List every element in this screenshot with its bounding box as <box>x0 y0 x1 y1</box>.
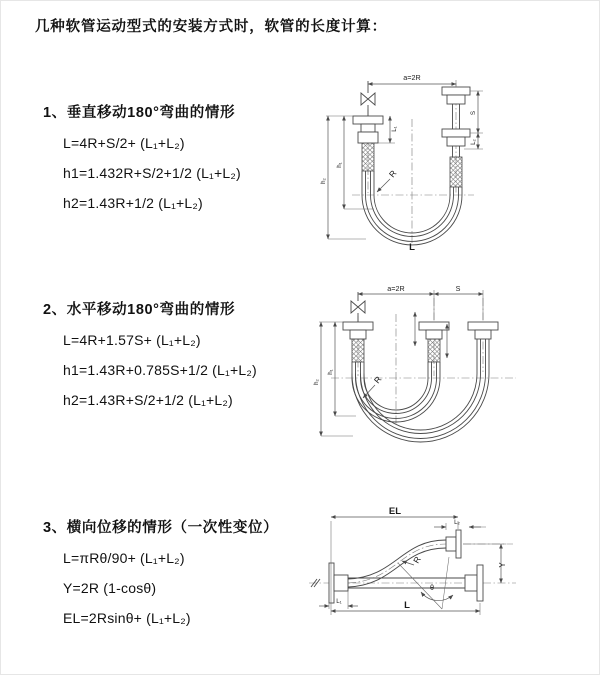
section-1-heading: 1、垂直移动180°弯曲的情形 <box>43 105 236 121</box>
section-1-formulas <box>63 128 241 218</box>
section-2-formulas <box>63 325 257 415</box>
formula-line: L=4R+S/2+ (L₁+L₂) <box>63 135 185 151</box>
left-flange-fitting <box>329 563 348 603</box>
dim-a-2r <box>368 73 456 86</box>
flange-fittings <box>343 322 498 339</box>
formula-line: h2=1.43R+1/2 (L₁+L₂) <box>63 195 203 211</box>
dim-h2 <box>313 322 353 436</box>
formula-line: h1=1.432R+S/2+1/2 (L₁+L₂) <box>63 165 241 181</box>
hose-s-curve <box>348 540 446 587</box>
dim-label-s: S <box>455 284 461 293</box>
dim-label-y: Y <box>498 562 507 568</box>
dim-label-l2: L₂ <box>454 519 460 526</box>
section-3-heading: 3、横向位移的情形（一次性变位） <box>43 520 279 536</box>
dim-s <box>470 91 483 133</box>
valve-icon <box>361 81 375 116</box>
formula-line: h1=1.43R+0.785S+1/2 (L₁+L₂) <box>63 362 257 378</box>
formula-line: h2=1.43R+S/2+1/2 (L₁+L₂) <box>63 392 233 408</box>
dim-s <box>434 284 483 294</box>
formula-line: Y=2R (1-cosθ) <box>63 580 157 596</box>
radius-label <box>377 168 398 192</box>
page-title: 几种软管运动型式的安装方式时，软管的长度计算： <box>35 19 387 35</box>
formula-line: EL=2Rsinθ+ (L₁+L₂) <box>63 610 191 626</box>
dim-el <box>331 506 458 561</box>
valve-icon <box>351 292 365 322</box>
dim-l2 <box>434 519 486 530</box>
dim-label-s: S <box>470 110 477 116</box>
hose-u-bend-displaced <box>352 339 489 442</box>
dim-label-l1: L₁ <box>336 598 342 605</box>
radius-r-label: R <box>386 168 399 180</box>
formula-line: L=πRθ/90+ (L₁+L₂) <box>63 550 185 566</box>
upper-flange-displaced <box>446 530 461 558</box>
dim-label-h1: h₁ <box>336 162 343 168</box>
dim-label-l2: L₂ <box>470 139 477 145</box>
angle-theta-label: θ <box>430 583 434 592</box>
dim-label-a2r: a=2R <box>387 284 405 293</box>
left-flange-fitting <box>353 116 383 143</box>
radius-label <box>402 555 423 565</box>
technical-diagram-lateral-displacement <box>301 499 596 659</box>
dim-a-2r <box>358 284 483 320</box>
formula-line: L=4R+1.57S+ (L₁+L₂) <box>63 332 201 348</box>
dim-label-a2r: a=2R <box>403 73 421 82</box>
section-3-formulas <box>63 543 191 633</box>
right-flange-original <box>465 565 483 601</box>
technical-diagram-horizontal-180-bend <box>311 284 596 464</box>
technical-diagram-vertical-180-bend <box>316 69 581 259</box>
dim-label-h2: h₂ <box>320 178 327 184</box>
dim-label-el: EL <box>388 506 402 517</box>
radius-r-label: R <box>371 374 384 386</box>
section-2-heading: 2、水平移动180°弯曲的情形 <box>43 302 236 318</box>
dim-label-l: L <box>404 600 410 611</box>
dim-label-l1: L₁ <box>391 126 398 132</box>
dim-l1 <box>319 591 358 609</box>
length-l-label: L <box>409 242 415 253</box>
dim-label-h2: h₂ <box>313 379 320 385</box>
dim-label-h1: h₁ <box>327 369 334 375</box>
radius-r-label: R <box>411 554 423 565</box>
